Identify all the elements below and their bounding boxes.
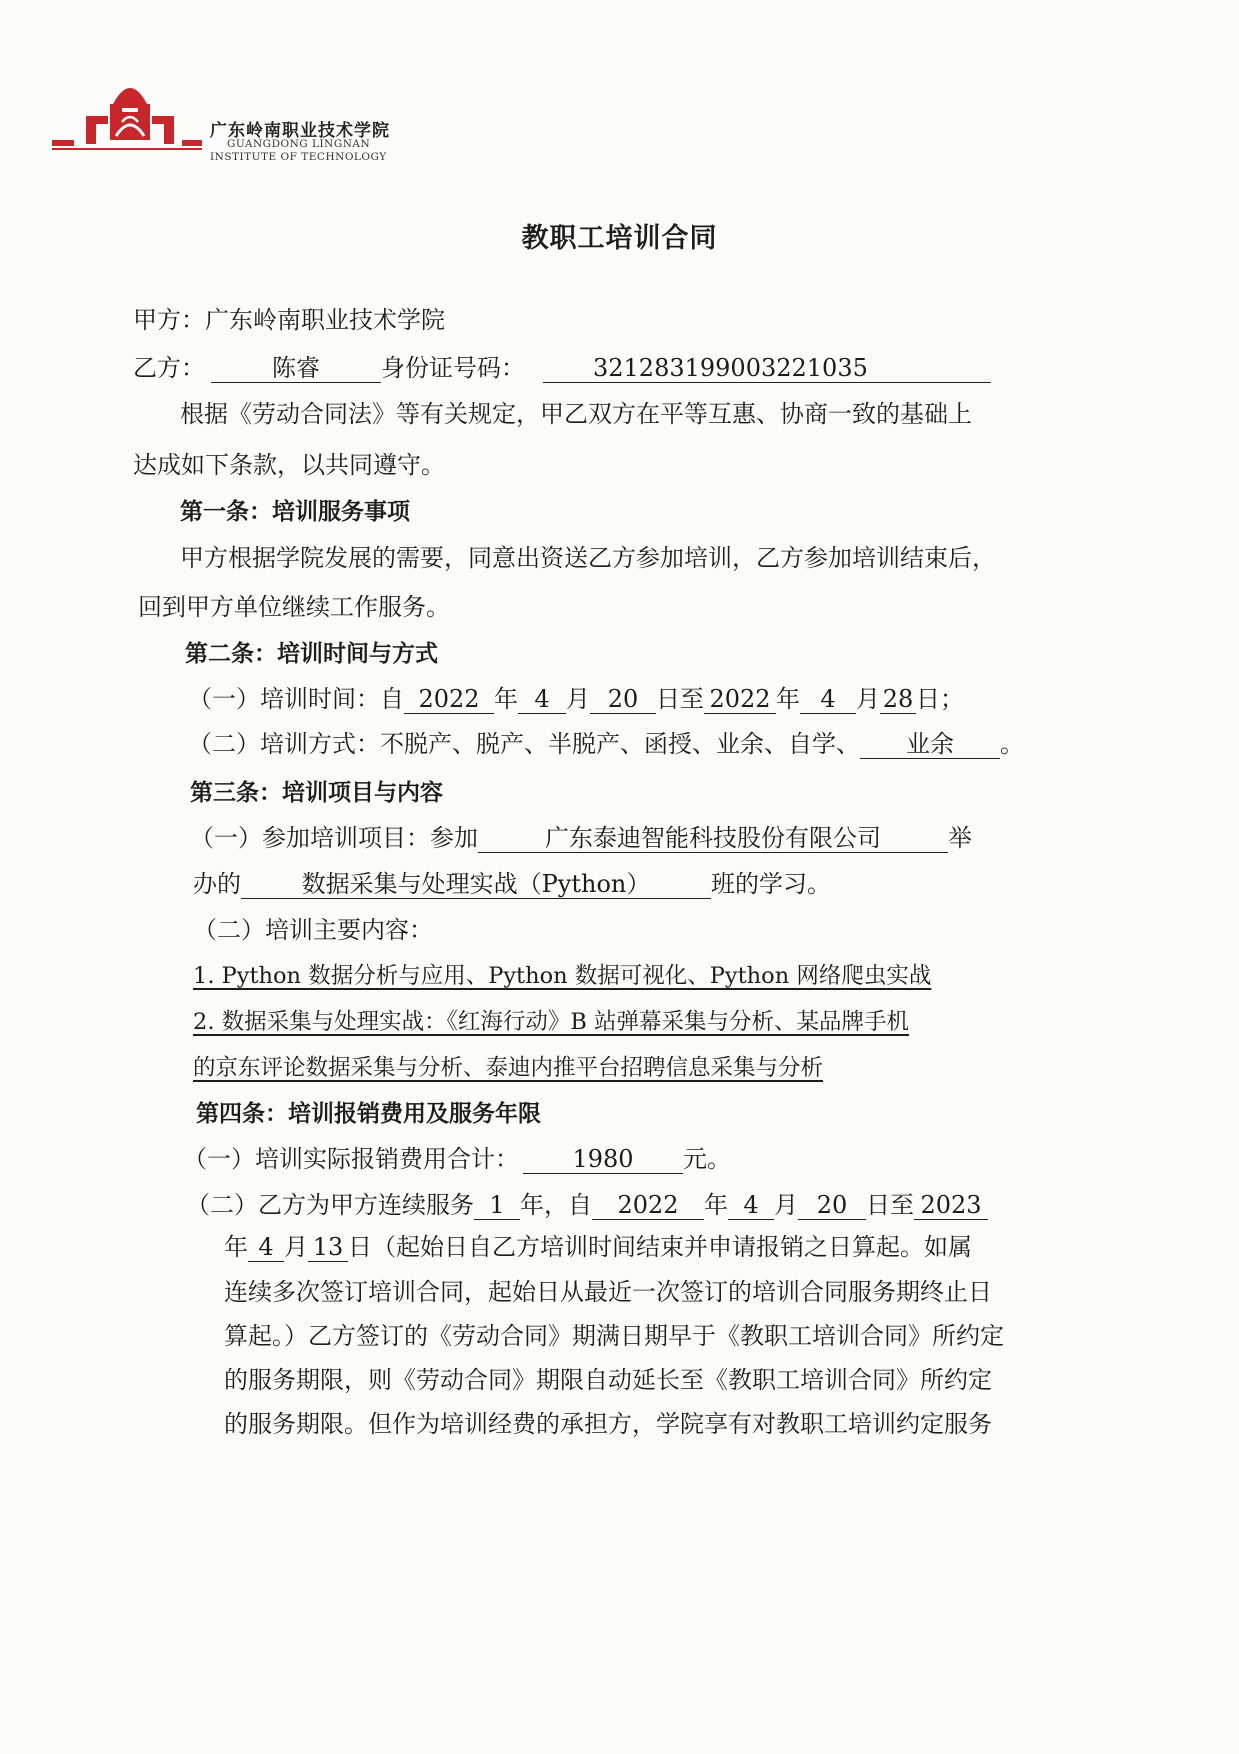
institute-logo xyxy=(52,78,412,168)
held-prefix: 办的 xyxy=(193,870,241,898)
service-start-year: 2022 xyxy=(592,1191,704,1220)
service-mid: 年，自 xyxy=(520,1191,592,1219)
course-name: 数据采集与处理实战（Python） xyxy=(241,870,711,899)
month-char: 月 xyxy=(566,685,590,713)
end-month: 4 xyxy=(800,685,856,714)
training-mode-suffix: 。 xyxy=(1000,730,1024,758)
service-years: 1 xyxy=(474,1191,520,1220)
year-char: 年 xyxy=(494,685,518,713)
id-label: 身份证号码： xyxy=(381,354,525,382)
id-number: 321283199003221035 xyxy=(543,354,991,383)
project-label: （一）参加培训项目：参加 xyxy=(190,824,478,852)
cost-line xyxy=(183,1143,731,1175)
article-1-line-1: 甲方根据学院发展的需要，同意出资送乙方参加培训，乙方参加培训结束后， xyxy=(180,544,996,572)
month-char: 月 xyxy=(856,685,880,713)
institute-emblem-icon xyxy=(52,78,202,158)
held-suffix: 班的学习。 xyxy=(711,870,831,898)
party-a-line xyxy=(133,304,445,336)
content-label: （二）培训主要内容： xyxy=(193,916,433,944)
service-start-day: 20 xyxy=(798,1191,866,1220)
service-start-month: 4 xyxy=(728,1191,774,1220)
end-year: 2022 xyxy=(704,685,776,714)
year-char: 年 xyxy=(224,1233,248,1261)
article-3-heading: 第三条：培训项目与内容 xyxy=(190,780,443,806)
training-mode-value: 业余 xyxy=(860,730,1000,759)
training-time-label: （一）培训时间：自 xyxy=(188,685,404,713)
article-2-heading: 第二条：培训时间与方式 xyxy=(185,641,438,667)
service-end-year: 2023 xyxy=(914,1191,988,1220)
service-para-line-3: 算起。）乙方签订的《劳动合同》期满日期早于《教职工培训合同》所约定 xyxy=(224,1322,1004,1350)
to-char: 日至 xyxy=(866,1191,914,1219)
service-para-line-4: 的服务期限，则《劳动合同》期限自动延长至《教职工培训合同》所约定 xyxy=(224,1366,992,1394)
institute-name-en-line2: INSTITUTE OF TECHNOLOGY xyxy=(210,151,387,163)
intro-line-2: 达成如下条款，以共同遵守。 xyxy=(133,451,445,479)
project-line xyxy=(190,822,972,854)
service-tail: 日（起始日自乙方培训时间结束并申请报销之日算起。如属 xyxy=(348,1233,972,1261)
training-time-line xyxy=(188,683,964,715)
training-mode-line xyxy=(188,728,1024,760)
organizer: 广东泰迪智能科技股份有限公司 xyxy=(478,824,948,853)
service-para-line-2: 连续多次签订培训合同，起始日从最近一次签订的培训合同服务期终止日 xyxy=(224,1278,992,1306)
content-item-1: 1. Python 数据分析与应用、Python 数据可视化、Python 网络爬虫实战 xyxy=(193,963,932,989)
article-1-heading: 第一条：培训服务事项 xyxy=(180,499,410,525)
party-b-label: 乙方： xyxy=(133,354,205,382)
course-line xyxy=(193,868,831,900)
party-a-value: 广东岭南职业技术学院 xyxy=(205,306,445,334)
to-char: 日至 xyxy=(656,685,704,713)
service-end-day: 13 xyxy=(308,1233,348,1262)
end-day: 28 xyxy=(880,685,916,714)
content-item-2-line-1: 2. 数据采集与处理实战：《红海行动》B 站弹幕采集与分析、某品牌手机 xyxy=(193,1009,910,1035)
document-title: 教职工培训合同 xyxy=(521,223,718,254)
start-month: 4 xyxy=(518,685,566,714)
institute-name-cn: 广东岭南职业技术学院 xyxy=(210,121,390,141)
service-line xyxy=(186,1189,988,1221)
service-label: （二）乙方为甲方连续服务 xyxy=(186,1191,474,1219)
article-1-line-2: 回到甲方单位继续工作服务。 xyxy=(138,593,450,621)
content-item-2-line-2: 的京东评论数据采集与分析、泰迪内推平台招聘信息采集与分析 xyxy=(193,1055,824,1081)
service-line-2 xyxy=(224,1231,972,1263)
party-b-name: 陈睿 xyxy=(211,354,381,383)
service-end-month: 4 xyxy=(248,1233,284,1262)
start-year: 2022 xyxy=(404,685,494,714)
article-4-heading: 第四条：培训报销费用及服务年限 xyxy=(196,1101,541,1127)
party-b-line xyxy=(133,352,991,384)
month-char: 月 xyxy=(284,1233,308,1261)
year-char: 年 xyxy=(704,1191,728,1219)
institute-name-en-line1: GUANGDONG LINGNAN xyxy=(227,138,371,150)
month-char: 月 xyxy=(774,1191,798,1219)
cost-label: （一）培训实际报销费用合计： xyxy=(183,1145,519,1173)
service-para-line-5: 的服务期限。但作为培训经费的承担方，学院享有对教职工培训约定服务 xyxy=(224,1410,992,1438)
start-day: 20 xyxy=(590,685,656,714)
cost-suffix: 元。 xyxy=(683,1145,731,1173)
end-char: 日； xyxy=(916,685,964,713)
intro-line-1: 根据《劳动合同法》等有关规定，甲乙双方在平等互惠、协商一致的基础上 xyxy=(180,400,972,428)
cost-value: 1980 xyxy=(523,1145,683,1174)
training-mode-label: （二）培训方式：不脱产、脱产、半脱产、函授、业余、自学、 xyxy=(188,730,860,758)
year-char: 年 xyxy=(776,685,800,713)
project-mid: 举 xyxy=(948,824,972,852)
party-a-label: 甲方： xyxy=(133,306,205,334)
